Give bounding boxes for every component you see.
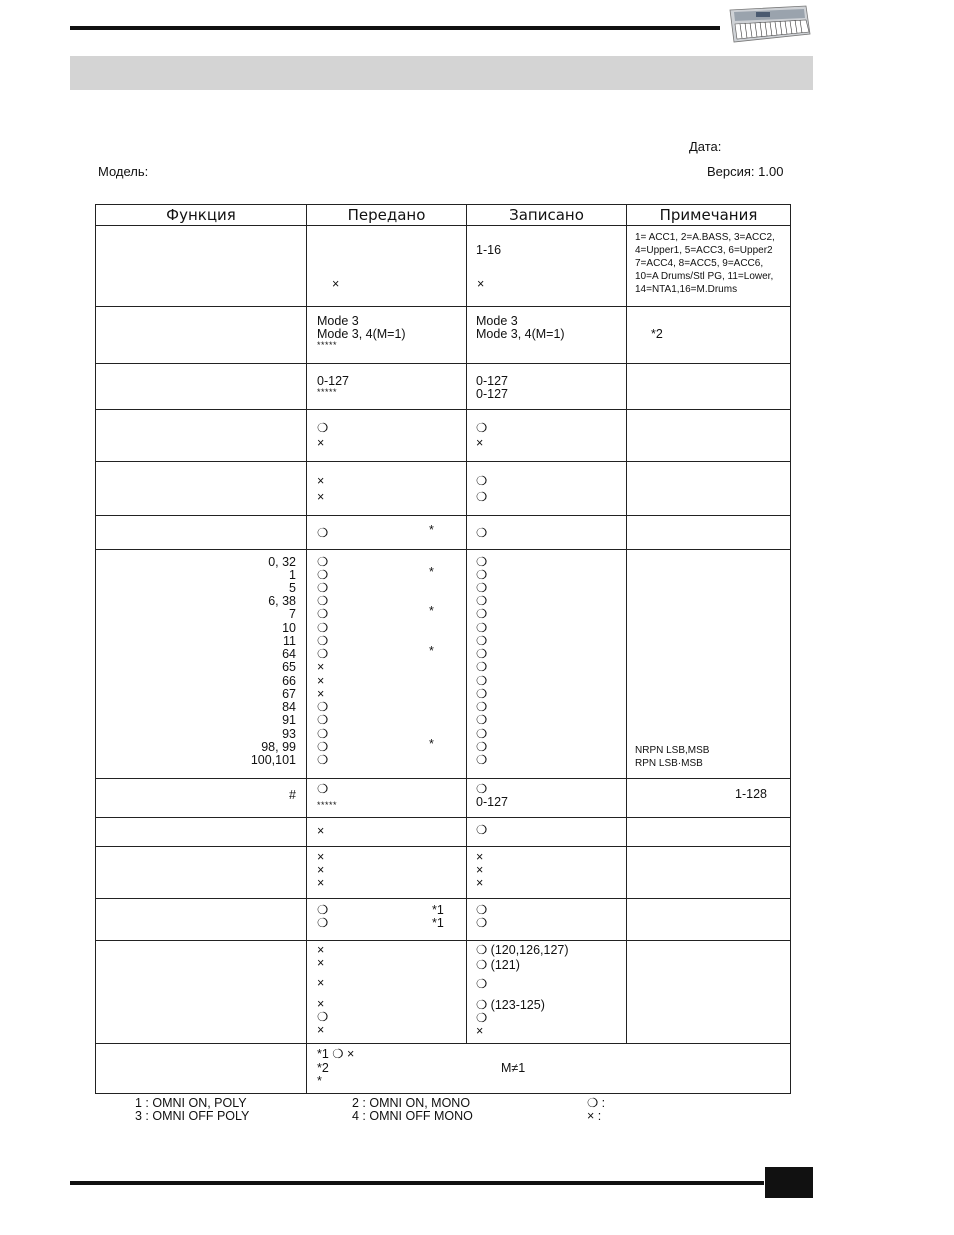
- keyboard-icon: [726, 4, 812, 44]
- cell-text: ❍: [476, 647, 488, 661]
- cell-fn: [96, 462, 307, 516]
- legend-no-symbol: × :: [587, 1109, 602, 1123]
- cell-text: ❍: [317, 526, 329, 540]
- cell-fn: [96, 226, 307, 307]
- cell-text: ×: [477, 277, 485, 291]
- cell-text: ×: [476, 876, 484, 890]
- cell-text: *: [429, 604, 434, 618]
- cell-text: 100,101: [250, 753, 296, 767]
- title-band: [70, 56, 813, 90]
- cell-text: 64: [282, 647, 296, 661]
- legend-mode-3: 3 : OMNI OFF POLY: [135, 1109, 250, 1123]
- cell-notes: [627, 462, 791, 516]
- cell-text: ❍: [476, 1011, 488, 1025]
- cell-text: ×: [476, 436, 484, 450]
- cell-text: ❍: [476, 660, 488, 674]
- cell-text: ❍: [476, 421, 488, 435]
- cell-text: ❍: [317, 753, 329, 767]
- cell-text: 6, 38: [268, 594, 296, 608]
- cell-text: ❍: [476, 555, 488, 569]
- footnote-text: *1 ❍ ×: [317, 1047, 355, 1061]
- cell-text: *****: [317, 340, 338, 350]
- cell-text: 14=NTA1,16=M.Drums: [635, 284, 738, 295]
- cell-rx: [467, 410, 627, 462]
- cell-text: ❍: [476, 674, 488, 688]
- cell-text: Mode 3: [317, 314, 359, 328]
- cell-text: ❍: [317, 1010, 329, 1024]
- cell-text: *: [429, 565, 434, 579]
- cell-text: ❍: [476, 782, 488, 796]
- cell-text: ❍: [476, 687, 488, 701]
- model-label: Модель:: [98, 164, 149, 179]
- cell-notes: [627, 818, 791, 847]
- cell-tx: [307, 899, 467, 941]
- cell-text: ❍: [476, 977, 488, 991]
- cell-rx: [467, 307, 627, 364]
- cell-text: 66: [282, 674, 296, 688]
- cell-text: ❍: [317, 594, 329, 608]
- cell-notes: [627, 226, 791, 307]
- table-row: [96, 818, 791, 847]
- cell-text: ❍: [476, 594, 488, 608]
- cell-text: ❍: [476, 700, 488, 714]
- cell-text: ×: [317, 997, 325, 1011]
- cell-rx: [467, 899, 627, 941]
- cell-text: ❍: [317, 568, 329, 582]
- cell-text: ❍: [317, 581, 329, 595]
- footnote-label-cell: [96, 1044, 307, 1094]
- cell-text: ×: [317, 474, 325, 488]
- cell-fn: [96, 779, 307, 818]
- legend-yes-symbol: ❍ :: [587, 1096, 606, 1110]
- cell-text: ×: [317, 660, 325, 674]
- cell-text: 10=A Drums/Stl PG, 11=Lower,: [635, 271, 774, 282]
- table-row: [96, 550, 791, 779]
- header-transmitted: Передано: [307, 205, 467, 226]
- cell-text: *2: [651, 327, 663, 341]
- cell-text: ❍: [476, 713, 488, 727]
- cell-notes: [627, 847, 791, 899]
- cell-text: 7=ACC4, 8=ACC5, 9=ACC6,: [635, 258, 764, 269]
- cell-fn: [96, 899, 307, 941]
- cell-text: ❍: [317, 903, 329, 917]
- cell-notes: [627, 550, 791, 779]
- cell-text: ❍: [317, 621, 329, 635]
- cell-text: Mode 3, 4(M=1): [476, 327, 565, 341]
- cell-text: 1: [289, 568, 296, 582]
- cell-text: ❍: [476, 740, 488, 754]
- cell-fn: [96, 847, 307, 899]
- cell-text: ×: [476, 1024, 484, 1038]
- cell-text: *: [429, 737, 434, 751]
- table-row: [96, 941, 791, 1044]
- cell-fn: [96, 516, 307, 550]
- cell-notes: [627, 941, 791, 1044]
- cell-text: ❍: [476, 727, 488, 741]
- cell-text: ❍: [476, 474, 488, 488]
- cell-text: ×: [317, 850, 325, 864]
- cell-tx: [307, 550, 467, 779]
- cell-text: ×: [317, 943, 325, 957]
- cell-text: ×: [317, 436, 325, 450]
- cell-text: *: [429, 644, 434, 658]
- cell-text: 1-128: [735, 787, 767, 801]
- table-row: [96, 364, 791, 410]
- cell-fn: [96, 307, 307, 364]
- cell-fn: [96, 364, 307, 410]
- cell-rx: [467, 847, 627, 899]
- cell-rx: [467, 818, 627, 847]
- cell-text: ❍: [476, 823, 488, 837]
- cell-tx: [307, 941, 467, 1044]
- cell-text: ×: [317, 687, 325, 701]
- cell-notes: [627, 307, 791, 364]
- cell-notes: [627, 410, 791, 462]
- cell-text: ❍: [476, 607, 488, 621]
- cell-text: 93: [282, 727, 296, 741]
- cell-text: ×: [317, 863, 325, 877]
- cell-text: *: [429, 523, 434, 537]
- bottom-rule: [70, 1181, 764, 1185]
- cell-rx: [467, 779, 627, 818]
- cell-text: 98, 99: [261, 740, 296, 754]
- cell-tx: [307, 364, 467, 410]
- cell-text: 11: [283, 634, 296, 648]
- table-row: [96, 307, 791, 364]
- cell-notes: [627, 516, 791, 550]
- cell-text: 0-127: [476, 374, 508, 388]
- cell-text: 4=Upper1, 5=ACC3, 6=Upper2: [635, 245, 773, 256]
- table-row: [96, 516, 791, 550]
- cell-text: ❍: [317, 421, 329, 435]
- cell-text: ×: [317, 824, 325, 838]
- table-row: [96, 462, 791, 516]
- cell-text: 1-16: [476, 243, 502, 257]
- cell-text: ❍: [476, 490, 488, 504]
- cell-tx: [307, 226, 467, 307]
- cell-text: ❍: [317, 555, 329, 569]
- table-row: [96, 226, 791, 307]
- cell-text: 0-127: [317, 374, 349, 388]
- legend-mode-1: 1 : OMNI ON, POLY: [135, 1096, 247, 1110]
- cell-rx: [467, 516, 627, 550]
- cell-rx: [467, 462, 627, 516]
- cell-notes: [627, 364, 791, 410]
- cell-text: 1= ACC1, 2=A.BASS, 3=ACC2,: [635, 232, 775, 243]
- cell-text: Mode 3: [476, 314, 518, 328]
- cell-rx: [467, 550, 627, 779]
- cell-text: ❍: [317, 700, 329, 714]
- cell-text: NRPN LSB,MSB: [635, 745, 710, 756]
- date-label: Дата:: [689, 139, 722, 154]
- top-rule: [70, 26, 720, 30]
- cell-notes: [627, 899, 791, 941]
- cell-tx: [307, 818, 467, 847]
- cell-rx: [467, 941, 627, 1044]
- cell-text: ❍ (123-125): [476, 998, 545, 1012]
- footnote-cell: [307, 1044, 791, 1094]
- cell-fn: [96, 818, 307, 847]
- header-recognized: Записано: [467, 205, 627, 226]
- cell-text: 84: [282, 700, 296, 714]
- cell-text: ×: [476, 863, 484, 877]
- cell-text: 0-127: [476, 387, 508, 401]
- cell-text: 65: [282, 660, 296, 674]
- cell-text: 67: [282, 687, 296, 701]
- cell-text: 0, 32: [268, 555, 296, 569]
- cell-tx: [307, 462, 467, 516]
- cell-text: Mode 3, 4(M=1): [317, 327, 406, 341]
- header-function: Функция: [96, 205, 307, 226]
- cell-text: ❍: [476, 526, 488, 540]
- cell-text: ×: [476, 850, 484, 864]
- legend-mode-4: 4 : OMNI OFF MONO: [352, 1109, 473, 1123]
- cell-text: ❍: [317, 916, 329, 930]
- cell-rx: [467, 226, 627, 307]
- footnote-text: *: [317, 1074, 322, 1088]
- cell-text: ×: [317, 674, 325, 688]
- cell-text: ❍: [476, 916, 488, 930]
- cell-tx: [307, 410, 467, 462]
- version-label: Версия: 1.00: [707, 164, 784, 179]
- cell-text: *****: [317, 800, 338, 810]
- legend-mode-2: 2 : OMNI ON, MONO: [352, 1096, 471, 1110]
- cell-tx: [307, 307, 467, 364]
- cell-text: 0-127: [476, 795, 508, 809]
- cell-text: ❍: [476, 581, 488, 595]
- cell-notes: [627, 779, 791, 818]
- cell-fn: [96, 941, 307, 1044]
- cell-text: ❍: [317, 647, 329, 661]
- table-row: [96, 410, 791, 462]
- cell-tx: [307, 779, 467, 818]
- cell-fn: [96, 550, 307, 779]
- cell-text: ❍: [476, 568, 488, 582]
- cell-text: ×: [317, 976, 325, 990]
- table-row: [96, 899, 791, 941]
- cell-text: 10: [282, 621, 296, 635]
- table-row: [96, 847, 791, 899]
- cell-text: ❍: [476, 634, 488, 648]
- cell-text: 91: [282, 713, 296, 727]
- header-remarks: Примечания: [627, 205, 791, 226]
- cell-text: ❍: [317, 727, 329, 741]
- page-number-box: [765, 1167, 813, 1198]
- footnote-mode-mark: M≠1: [501, 1061, 526, 1075]
- cell-text: ❍: [476, 621, 488, 635]
- cell-text: ❍ (120,126,127): [476, 943, 569, 957]
- footnote-text: *2: [317, 1061, 329, 1075]
- cell-text: ❍: [317, 607, 329, 621]
- cell-text: 5: [289, 581, 296, 595]
- footnote-row: [96, 1044, 791, 1094]
- cell-text: ×: [332, 277, 340, 291]
- cell-text: ❍: [317, 740, 329, 754]
- cell-text: ×: [317, 1023, 325, 1037]
- cell-text: *****: [317, 387, 338, 397]
- cell-text: 7: [289, 607, 296, 621]
- cell-text: ❍: [317, 713, 329, 727]
- cell-text: ❍ (121): [476, 958, 520, 972]
- cell-text: *1: [432, 916, 444, 930]
- cell-text: #: [289, 788, 296, 802]
- cell-text: *1: [432, 903, 444, 917]
- cell-text: ❍: [317, 634, 329, 648]
- cell-text: RPN LSB·MSB: [635, 758, 703, 769]
- table-header-row: [96, 205, 791, 226]
- cell-text: ❍: [317, 782, 329, 796]
- cell-rx: [467, 364, 627, 410]
- table-row: [96, 779, 791, 818]
- cell-tx: [307, 516, 467, 550]
- cell-text: ❍: [476, 753, 488, 767]
- cell-text: ❍: [476, 903, 488, 917]
- cell-fn: [96, 410, 307, 462]
- cell-tx: [307, 847, 467, 899]
- cell-text: ×: [317, 956, 325, 970]
- midi-implementation-table: [95, 204, 791, 1094]
- cell-text: ×: [317, 876, 325, 890]
- cell-text: ×: [317, 490, 325, 504]
